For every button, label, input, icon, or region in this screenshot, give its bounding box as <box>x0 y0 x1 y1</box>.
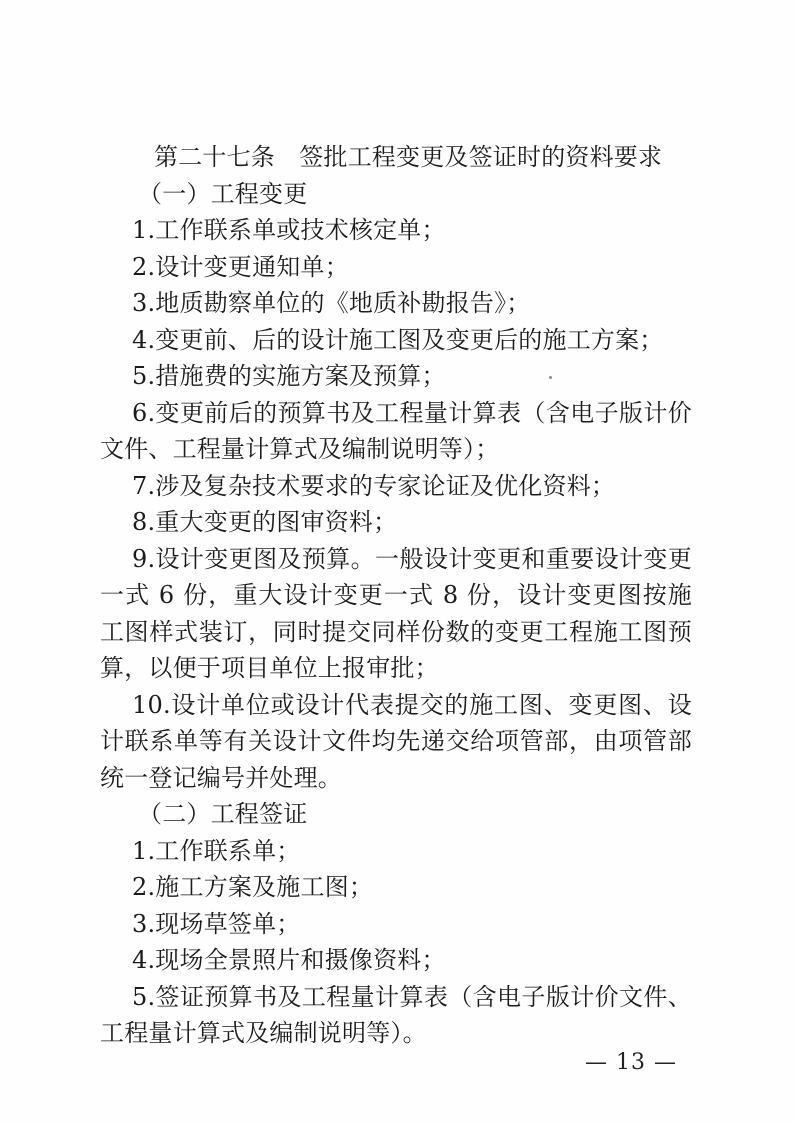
section-2-item-2: 2.施工方案及施工图； <box>132 873 374 901</box>
section-1-item-7: 7.涉及复杂技术要求的专家论证及优化资料； <box>132 471 616 500</box>
section-1-item-10: 10.设计单位或设计代表提交的施工图、变更图、设计联系单等有关设计文件均先递交给项管部，由项管部统一登记编号并处理。 <box>100 690 692 792</box>
section-1-item-9: 9.设计变更图及预算。一般设计变更和重要设计变更一式 6 份，重大设计变更一式 8 份，设计变更图按施工图样式装订，同时提交同样份数的变更工程施工图预算，以便于项目单位上报审批； <box>100 544 692 682</box>
section-2-item-5: 5.签证预算书及工程量计算表（含电子版计价文件、工程量计算式及编制说明等）。 <box>100 982 692 1047</box>
section-1-item-6: 6.变更前后的预算书及工程量计算表（含电子版计价文件、工程量计算式及编制说明等）； <box>100 398 692 463</box>
section-2-heading: （二）工程签证 <box>138 800 308 828</box>
section-2-item-4: 4.现场全景照片和摄像资料； <box>132 946 446 974</box>
document-body <box>100 139 692 1052</box>
page-number: — 13 — <box>585 1050 677 1075</box>
clause-title: 第二十七条 签批工程变更及签证时的资料要求 <box>154 143 663 171</box>
section-1-item-8: 8.重大变更的图审资料； <box>132 508 398 536</box>
section-2-item-3: 3.现场草签单； <box>132 909 301 938</box>
scan-artifact-dot <box>549 376 552 379</box>
section-1-item-2: 2.设计变更通知单； <box>132 252 349 281</box>
section-1-item-5: 5.措施费的实施方案及预算； <box>132 362 446 390</box>
section-2-item-1: 1.工作联系单； <box>132 836 301 865</box>
section-1-heading: （一）工程变更 <box>138 179 308 208</box>
section-1-item-1: 1.工作联系单或技术核定单； <box>132 216 446 244</box>
section-1-item-4: 4.变更前、后的设计施工图及变更后的施工方案； <box>132 325 664 354</box>
section-1-item-3: 3.地质勘察单位的《地质补勘报告》； <box>132 289 531 317</box>
